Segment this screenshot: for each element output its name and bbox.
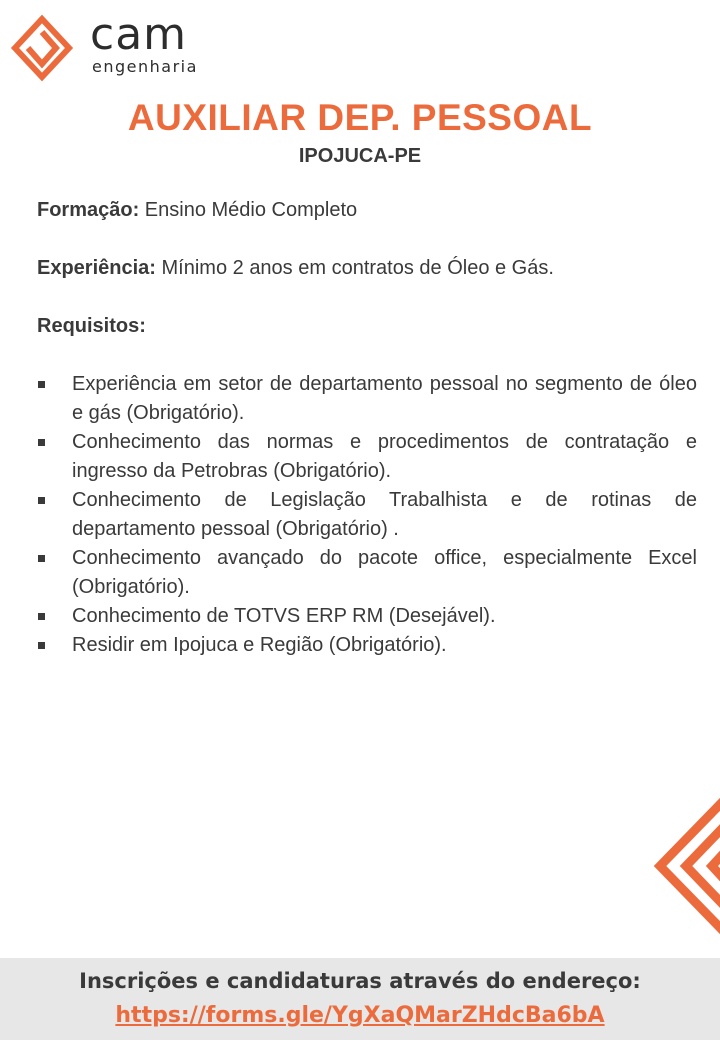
requisitos-label: Requisitos: xyxy=(37,315,146,337)
brand-wordmark xyxy=(90,9,198,76)
footer-bar xyxy=(0,958,720,1040)
formacao-line xyxy=(37,196,697,225)
application-form-link[interactable]: https://forms.gle/YgXaQMarZHdcBa6bA xyxy=(115,1003,605,1028)
formacao-label: Formação: xyxy=(37,199,140,221)
formacao-value: Ensino Médio Completo xyxy=(139,199,358,221)
list-item: Residir em Ipojuca e Região (Obrigatório). xyxy=(37,631,697,660)
list-item: Conhecimento de TOTVS ERP RM (Desejável). xyxy=(37,602,697,631)
experiencia-label: Experiência: xyxy=(37,257,156,279)
list-item: Experiência em setor de departamento pessoal no segmento de óleo e gás (Obrigatório). xyxy=(37,370,697,428)
job-title: AUXILIAR DEP. PESSOAL xyxy=(127,97,593,138)
list-item: Conhecimento de Legislação Trabalhista e de rotinas de departamento pessoal (Obrigatório) . xyxy=(37,486,697,544)
square-bullet-icon xyxy=(38,613,45,620)
square-bullet-icon xyxy=(38,642,45,649)
job-location: IPOJUCA-PE xyxy=(298,145,422,167)
decorative-diamond-icon xyxy=(654,786,720,946)
footer-text: Inscrições e candidaturas através do endereço: xyxy=(79,969,641,993)
experiencia-line xyxy=(37,254,697,283)
list-item: Conhecimento das normas e procedimentos de contratação e ingresso da Petrobras (Obrigatório). xyxy=(37,428,697,486)
square-bullet-icon xyxy=(38,497,45,504)
requirements-list xyxy=(37,370,697,660)
square-bullet-icon xyxy=(38,555,45,562)
brand-name: cam xyxy=(90,9,188,60)
brand-subtitle: engenharia xyxy=(92,57,198,76)
list-item: Conhecimento avançado do pacote office, especialmente Excel (Obrigatório). xyxy=(37,544,697,602)
experiencia-value: Mínimo 2 anos em contratos de Óleo e Gás. xyxy=(155,257,554,279)
square-bullet-icon xyxy=(38,439,45,446)
square-bullet-icon xyxy=(38,381,45,388)
job-details xyxy=(37,196,697,660)
requisitos-heading xyxy=(37,312,697,341)
cam-logo-icon xyxy=(10,14,74,82)
